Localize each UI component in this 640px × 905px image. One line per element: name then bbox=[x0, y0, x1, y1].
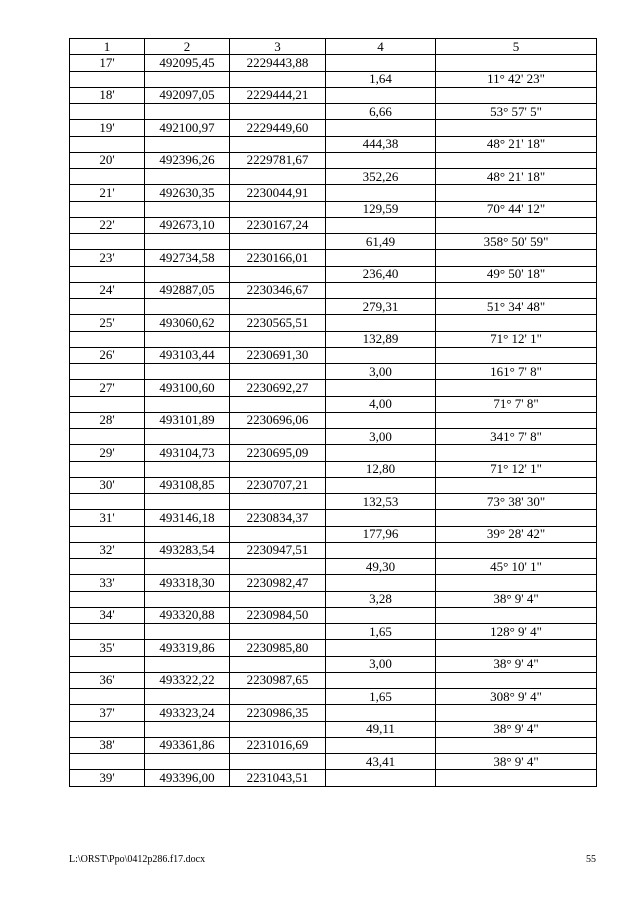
cell-x-coordinate bbox=[145, 136, 230, 152]
cell-x-coordinate: 493322,22 bbox=[145, 672, 230, 688]
cell-distance: 132,89 bbox=[326, 331, 436, 347]
cell-distance bbox=[326, 217, 436, 233]
cell-y-coordinate: 2230691,30 bbox=[230, 347, 326, 363]
cell-y-coordinate bbox=[230, 364, 326, 380]
cell-point-id bbox=[70, 429, 145, 445]
table-row bbox=[70, 152, 597, 168]
cell-bearing: 308° 9' 4" bbox=[436, 689, 597, 705]
cell-x-coordinate: 492396,26 bbox=[145, 152, 230, 168]
cell-y-coordinate: 2230986,35 bbox=[230, 705, 326, 721]
cell-bearing: 53° 57' 5" bbox=[436, 104, 597, 120]
cell-distance: 279,31 bbox=[326, 299, 436, 315]
cell-distance: 129,59 bbox=[326, 201, 436, 217]
cell-point-id: 22' bbox=[70, 217, 145, 233]
cell-x-coordinate bbox=[145, 429, 230, 445]
cell-bearing: 38° 9' 4" bbox=[436, 721, 597, 737]
cell-distance: 12,80 bbox=[326, 461, 436, 477]
cell-y-coordinate bbox=[230, 624, 326, 640]
cell-point-id: 26' bbox=[70, 347, 145, 363]
table-row bbox=[70, 315, 597, 331]
cell-y-coordinate bbox=[230, 136, 326, 152]
cell-x-coordinate: 493101,89 bbox=[145, 412, 230, 428]
cell-x-coordinate bbox=[145, 591, 230, 607]
cell-y-coordinate bbox=[230, 494, 326, 510]
cell-bearing: 70° 44' 12" bbox=[436, 201, 597, 217]
cell-bearing bbox=[436, 250, 597, 266]
cell-y-coordinate: 2230692,27 bbox=[230, 380, 326, 396]
cell-point-id: 21' bbox=[70, 185, 145, 201]
cell-point-id: 38' bbox=[70, 737, 145, 753]
cell-x-coordinate: 493396,00 bbox=[145, 770, 230, 786]
cell-point-id bbox=[70, 234, 145, 250]
cell-bearing: 38° 9' 4" bbox=[436, 591, 597, 607]
table-row bbox=[70, 559, 597, 575]
cell-y-coordinate: 2230947,51 bbox=[230, 542, 326, 558]
cell-y-coordinate: 2229443,88 bbox=[230, 55, 326, 71]
cell-bearing: 51° 34' 48" bbox=[436, 299, 597, 315]
table-row bbox=[70, 542, 597, 558]
cell-y-coordinate bbox=[230, 234, 326, 250]
cell-x-coordinate bbox=[145, 689, 230, 705]
cell-x-coordinate: 493103,44 bbox=[145, 347, 230, 363]
cell-y-coordinate: 2230834,37 bbox=[230, 510, 326, 526]
header-row bbox=[70, 39, 597, 55]
cell-bearing bbox=[436, 315, 597, 331]
cell-distance: 1,65 bbox=[326, 689, 436, 705]
cell-x-coordinate bbox=[145, 299, 230, 315]
cell-distance: 49,30 bbox=[326, 559, 436, 575]
cell-point-id: 23' bbox=[70, 250, 145, 266]
table-row bbox=[70, 754, 597, 770]
cell-distance bbox=[326, 347, 436, 363]
cell-point-id: 35' bbox=[70, 640, 145, 656]
cell-x-coordinate: 493060,62 bbox=[145, 315, 230, 331]
table-row bbox=[70, 396, 597, 412]
table-row bbox=[70, 169, 597, 185]
cell-distance: 444,38 bbox=[326, 136, 436, 152]
cell-distance: 3,00 bbox=[326, 364, 436, 380]
cell-bearing bbox=[436, 575, 597, 591]
coordinates-table bbox=[69, 38, 597, 787]
cell-bearing bbox=[436, 607, 597, 623]
cell-distance bbox=[326, 640, 436, 656]
cell-x-coordinate bbox=[145, 234, 230, 250]
cell-bearing: 71° 12' 1" bbox=[436, 461, 597, 477]
cell-y-coordinate: 2230565,51 bbox=[230, 315, 326, 331]
cell-y-coordinate: 2230696,06 bbox=[230, 412, 326, 428]
table-row bbox=[70, 591, 597, 607]
cell-point-id: 20' bbox=[70, 152, 145, 168]
cell-distance: 6,66 bbox=[326, 104, 436, 120]
cell-y-coordinate bbox=[230, 201, 326, 217]
cell-x-coordinate bbox=[145, 396, 230, 412]
cell-bearing: 161° 7' 8" bbox=[436, 364, 597, 380]
header-col-5: 5 bbox=[436, 39, 597, 55]
cell-point-id: 18' bbox=[70, 87, 145, 103]
cell-y-coordinate bbox=[230, 591, 326, 607]
cell-point-id bbox=[70, 299, 145, 315]
cell-bearing bbox=[436, 672, 597, 688]
cell-x-coordinate bbox=[145, 656, 230, 672]
cell-distance bbox=[326, 250, 436, 266]
cell-point-id bbox=[70, 754, 145, 770]
cell-point-id: 36' bbox=[70, 672, 145, 688]
cell-y-coordinate: 2231016,69 bbox=[230, 737, 326, 753]
table-row bbox=[70, 250, 597, 266]
cell-bearing bbox=[436, 412, 597, 428]
cell-point-id: 17' bbox=[70, 55, 145, 71]
cell-point-id bbox=[70, 559, 145, 575]
table-row bbox=[70, 461, 597, 477]
cell-distance: 4,00 bbox=[326, 396, 436, 412]
cell-distance bbox=[326, 152, 436, 168]
cell-x-coordinate: 492630,35 bbox=[145, 185, 230, 201]
cell-bearing: 45° 10' 1" bbox=[436, 559, 597, 575]
cell-y-coordinate: 2230166,01 bbox=[230, 250, 326, 266]
cell-x-coordinate bbox=[145, 559, 230, 575]
table-header bbox=[70, 39, 597, 55]
cell-bearing bbox=[436, 737, 597, 753]
table-row bbox=[70, 672, 597, 688]
cell-distance: 3,00 bbox=[326, 429, 436, 445]
cell-distance bbox=[326, 185, 436, 201]
cell-x-coordinate: 492100,97 bbox=[145, 120, 230, 136]
table-row bbox=[70, 55, 597, 71]
table-row bbox=[70, 737, 597, 753]
cell-bearing: 49° 50' 18" bbox=[436, 266, 597, 282]
cell-distance bbox=[326, 380, 436, 396]
page-number: 55 bbox=[586, 854, 596, 865]
cell-point-id bbox=[70, 624, 145, 640]
cell-x-coordinate: 493108,85 bbox=[145, 477, 230, 493]
cell-point-id bbox=[70, 364, 145, 380]
table-row bbox=[70, 607, 597, 623]
cell-bearing bbox=[436, 542, 597, 558]
cell-x-coordinate bbox=[145, 624, 230, 640]
cell-y-coordinate bbox=[230, 656, 326, 672]
cell-bearing bbox=[436, 380, 597, 396]
cell-point-id: 27' bbox=[70, 380, 145, 396]
table-row bbox=[70, 217, 597, 233]
cell-x-coordinate bbox=[145, 721, 230, 737]
cell-distance bbox=[326, 477, 436, 493]
cell-x-coordinate bbox=[145, 331, 230, 347]
cell-bearing bbox=[436, 217, 597, 233]
cell-y-coordinate: 2230982,47 bbox=[230, 575, 326, 591]
cell-y-coordinate: 2230695,09 bbox=[230, 445, 326, 461]
table-row bbox=[70, 429, 597, 445]
cell-point-id bbox=[70, 136, 145, 152]
cell-bearing: 73° 38' 30" bbox=[436, 494, 597, 510]
cell-bearing: 128° 9' 4" bbox=[436, 624, 597, 640]
cell-point-id: 33' bbox=[70, 575, 145, 591]
cell-distance bbox=[326, 672, 436, 688]
cell-x-coordinate: 493318,30 bbox=[145, 575, 230, 591]
cell-point-id bbox=[70, 266, 145, 282]
cell-y-coordinate: 2230987,65 bbox=[230, 672, 326, 688]
cell-distance: 236,40 bbox=[326, 266, 436, 282]
cell-distance bbox=[326, 412, 436, 428]
table-row bbox=[70, 494, 597, 510]
table-row bbox=[70, 689, 597, 705]
cell-point-id bbox=[70, 71, 145, 87]
cell-bearing: 71° 7' 8" bbox=[436, 396, 597, 412]
table-row bbox=[70, 299, 597, 315]
cell-y-coordinate bbox=[230, 299, 326, 315]
cell-point-id bbox=[70, 104, 145, 120]
cell-x-coordinate bbox=[145, 201, 230, 217]
cell-distance bbox=[326, 737, 436, 753]
cell-point-id bbox=[70, 526, 145, 542]
cell-point-id bbox=[70, 169, 145, 185]
cell-x-coordinate: 492673,10 bbox=[145, 217, 230, 233]
cell-y-coordinate bbox=[230, 721, 326, 737]
table-row bbox=[70, 266, 597, 282]
cell-point-id: 31' bbox=[70, 510, 145, 526]
cell-bearing bbox=[436, 87, 597, 103]
cell-bearing bbox=[436, 510, 597, 526]
cell-bearing bbox=[436, 185, 597, 201]
cell-point-id bbox=[70, 331, 145, 347]
header-col-4: 4 bbox=[326, 39, 436, 55]
cell-y-coordinate: 2230346,67 bbox=[230, 282, 326, 298]
cell-x-coordinate: 492097,05 bbox=[145, 87, 230, 103]
cell-bearing bbox=[436, 640, 597, 656]
cell-y-coordinate bbox=[230, 461, 326, 477]
header-col-3: 3 bbox=[230, 39, 326, 55]
table-row bbox=[70, 705, 597, 721]
table-row bbox=[70, 526, 597, 542]
cell-point-id bbox=[70, 591, 145, 607]
table-row bbox=[70, 640, 597, 656]
cell-distance: 1,64 bbox=[326, 71, 436, 87]
cell-y-coordinate: 2229444,21 bbox=[230, 87, 326, 103]
header-col-1: 1 bbox=[70, 39, 145, 55]
cell-bearing bbox=[436, 770, 597, 786]
cell-bearing: 38° 9' 4" bbox=[436, 754, 597, 770]
cell-y-coordinate bbox=[230, 559, 326, 575]
cell-bearing: 358° 50' 59" bbox=[436, 234, 597, 250]
cell-y-coordinate bbox=[230, 331, 326, 347]
cell-y-coordinate bbox=[230, 104, 326, 120]
cell-distance bbox=[326, 770, 436, 786]
table-row bbox=[70, 412, 597, 428]
cell-x-coordinate bbox=[145, 494, 230, 510]
cell-x-coordinate: 493283,54 bbox=[145, 542, 230, 558]
cell-x-coordinate: 493361,86 bbox=[145, 737, 230, 753]
cell-x-coordinate: 493323,24 bbox=[145, 705, 230, 721]
cell-bearing: 39° 28' 42" bbox=[436, 526, 597, 542]
table-row bbox=[70, 575, 597, 591]
cell-distance bbox=[326, 55, 436, 71]
cell-distance bbox=[326, 87, 436, 103]
cell-x-coordinate bbox=[145, 364, 230, 380]
cell-point-id: 24' bbox=[70, 282, 145, 298]
cell-y-coordinate bbox=[230, 396, 326, 412]
cell-point-id: 28' bbox=[70, 412, 145, 428]
cell-bearing bbox=[436, 55, 597, 71]
table-row bbox=[70, 120, 597, 136]
cell-bearing bbox=[436, 445, 597, 461]
table-row bbox=[70, 624, 597, 640]
cell-y-coordinate: 2230985,80 bbox=[230, 640, 326, 656]
cell-bearing: 38° 9' 4" bbox=[436, 656, 597, 672]
cell-point-id: 19' bbox=[70, 120, 145, 136]
cell-bearing bbox=[436, 477, 597, 493]
cell-point-id bbox=[70, 201, 145, 217]
cell-point-id bbox=[70, 396, 145, 412]
table-row bbox=[70, 71, 597, 87]
table-row bbox=[70, 380, 597, 396]
cell-distance bbox=[326, 575, 436, 591]
cell-y-coordinate bbox=[230, 754, 326, 770]
cell-y-coordinate bbox=[230, 689, 326, 705]
cell-point-id: 32' bbox=[70, 542, 145, 558]
cell-bearing bbox=[436, 152, 597, 168]
table-row bbox=[70, 201, 597, 217]
cell-distance: 1,65 bbox=[326, 624, 436, 640]
table-row bbox=[70, 136, 597, 152]
table-row bbox=[70, 87, 597, 103]
cell-distance bbox=[326, 607, 436, 623]
cell-y-coordinate bbox=[230, 429, 326, 445]
cell-x-coordinate bbox=[145, 754, 230, 770]
cell-distance: 49,11 bbox=[326, 721, 436, 737]
cell-distance bbox=[326, 445, 436, 461]
cell-y-coordinate: 2231043,51 bbox=[230, 770, 326, 786]
cell-bearing: 71° 12' 1" bbox=[436, 331, 597, 347]
cell-y-coordinate bbox=[230, 526, 326, 542]
cell-x-coordinate bbox=[145, 266, 230, 282]
cell-distance: 61,49 bbox=[326, 234, 436, 250]
cell-bearing: 48° 21' 18" bbox=[436, 169, 597, 185]
table-row bbox=[70, 234, 597, 250]
cell-point-id bbox=[70, 494, 145, 510]
cell-y-coordinate: 2230984,50 bbox=[230, 607, 326, 623]
cell-y-coordinate bbox=[230, 71, 326, 87]
cell-point-id bbox=[70, 721, 145, 737]
cell-distance: 177,96 bbox=[326, 526, 436, 542]
cell-x-coordinate: 493320,88 bbox=[145, 607, 230, 623]
table-body bbox=[70, 55, 597, 786]
cell-y-coordinate: 2230167,24 bbox=[230, 217, 326, 233]
table-row bbox=[70, 770, 597, 786]
cell-bearing: 48° 21' 18" bbox=[436, 136, 597, 152]
cell-point-id: 34' bbox=[70, 607, 145, 623]
cell-point-id: 30' bbox=[70, 477, 145, 493]
cell-x-coordinate bbox=[145, 104, 230, 120]
table-row bbox=[70, 347, 597, 363]
cell-bearing bbox=[436, 705, 597, 721]
header-col-2: 2 bbox=[145, 39, 230, 55]
cell-y-coordinate bbox=[230, 169, 326, 185]
cell-distance bbox=[326, 542, 436, 558]
table-row bbox=[70, 364, 597, 380]
cell-bearing: 11° 42' 23" bbox=[436, 71, 597, 87]
footer-file-path: L:\ORST\Ppo\0412p286.f17.docx bbox=[69, 854, 206, 865]
table-row bbox=[70, 656, 597, 672]
cell-x-coordinate bbox=[145, 461, 230, 477]
cell-y-coordinate bbox=[230, 266, 326, 282]
cell-point-id bbox=[70, 689, 145, 705]
cell-x-coordinate bbox=[145, 526, 230, 542]
table-row bbox=[70, 721, 597, 737]
cell-bearing: 341° 7' 8" bbox=[436, 429, 597, 445]
cell-distance: 3,28 bbox=[326, 591, 436, 607]
cell-distance: 3,00 bbox=[326, 656, 436, 672]
cell-y-coordinate: 2230044,91 bbox=[230, 185, 326, 201]
cell-bearing bbox=[436, 282, 597, 298]
cell-distance bbox=[326, 510, 436, 526]
table-row bbox=[70, 477, 597, 493]
cell-point-id: 29' bbox=[70, 445, 145, 461]
cell-x-coordinate: 493104,73 bbox=[145, 445, 230, 461]
cell-y-coordinate: 2229449,60 bbox=[230, 120, 326, 136]
cell-x-coordinate bbox=[145, 169, 230, 185]
cell-distance: 43,41 bbox=[326, 754, 436, 770]
cell-y-coordinate: 2230707,21 bbox=[230, 477, 326, 493]
cell-distance bbox=[326, 120, 436, 136]
cell-x-coordinate bbox=[145, 71, 230, 87]
cell-x-coordinate: 492734,58 bbox=[145, 250, 230, 266]
table-row bbox=[70, 282, 597, 298]
cell-distance bbox=[326, 282, 436, 298]
cell-x-coordinate: 493146,18 bbox=[145, 510, 230, 526]
cell-point-id: 25' bbox=[70, 315, 145, 331]
cell-point-id bbox=[70, 656, 145, 672]
cell-point-id: 39' bbox=[70, 770, 145, 786]
cell-bearing bbox=[436, 347, 597, 363]
table-row bbox=[70, 445, 597, 461]
cell-distance bbox=[326, 705, 436, 721]
cell-distance: 352,26 bbox=[326, 169, 436, 185]
cell-x-coordinate: 492887,05 bbox=[145, 282, 230, 298]
cell-bearing bbox=[436, 120, 597, 136]
table-row bbox=[70, 331, 597, 347]
cell-point-id bbox=[70, 461, 145, 477]
cell-distance: 132,53 bbox=[326, 494, 436, 510]
table-row bbox=[70, 510, 597, 526]
cell-x-coordinate: 493100,60 bbox=[145, 380, 230, 396]
cell-y-coordinate: 2229781,67 bbox=[230, 152, 326, 168]
table-row bbox=[70, 104, 597, 120]
cell-distance bbox=[326, 315, 436, 331]
cell-x-coordinate: 493319,86 bbox=[145, 640, 230, 656]
cell-x-coordinate: 492095,45 bbox=[145, 55, 230, 71]
table-row bbox=[70, 185, 597, 201]
cell-point-id: 37' bbox=[70, 705, 145, 721]
